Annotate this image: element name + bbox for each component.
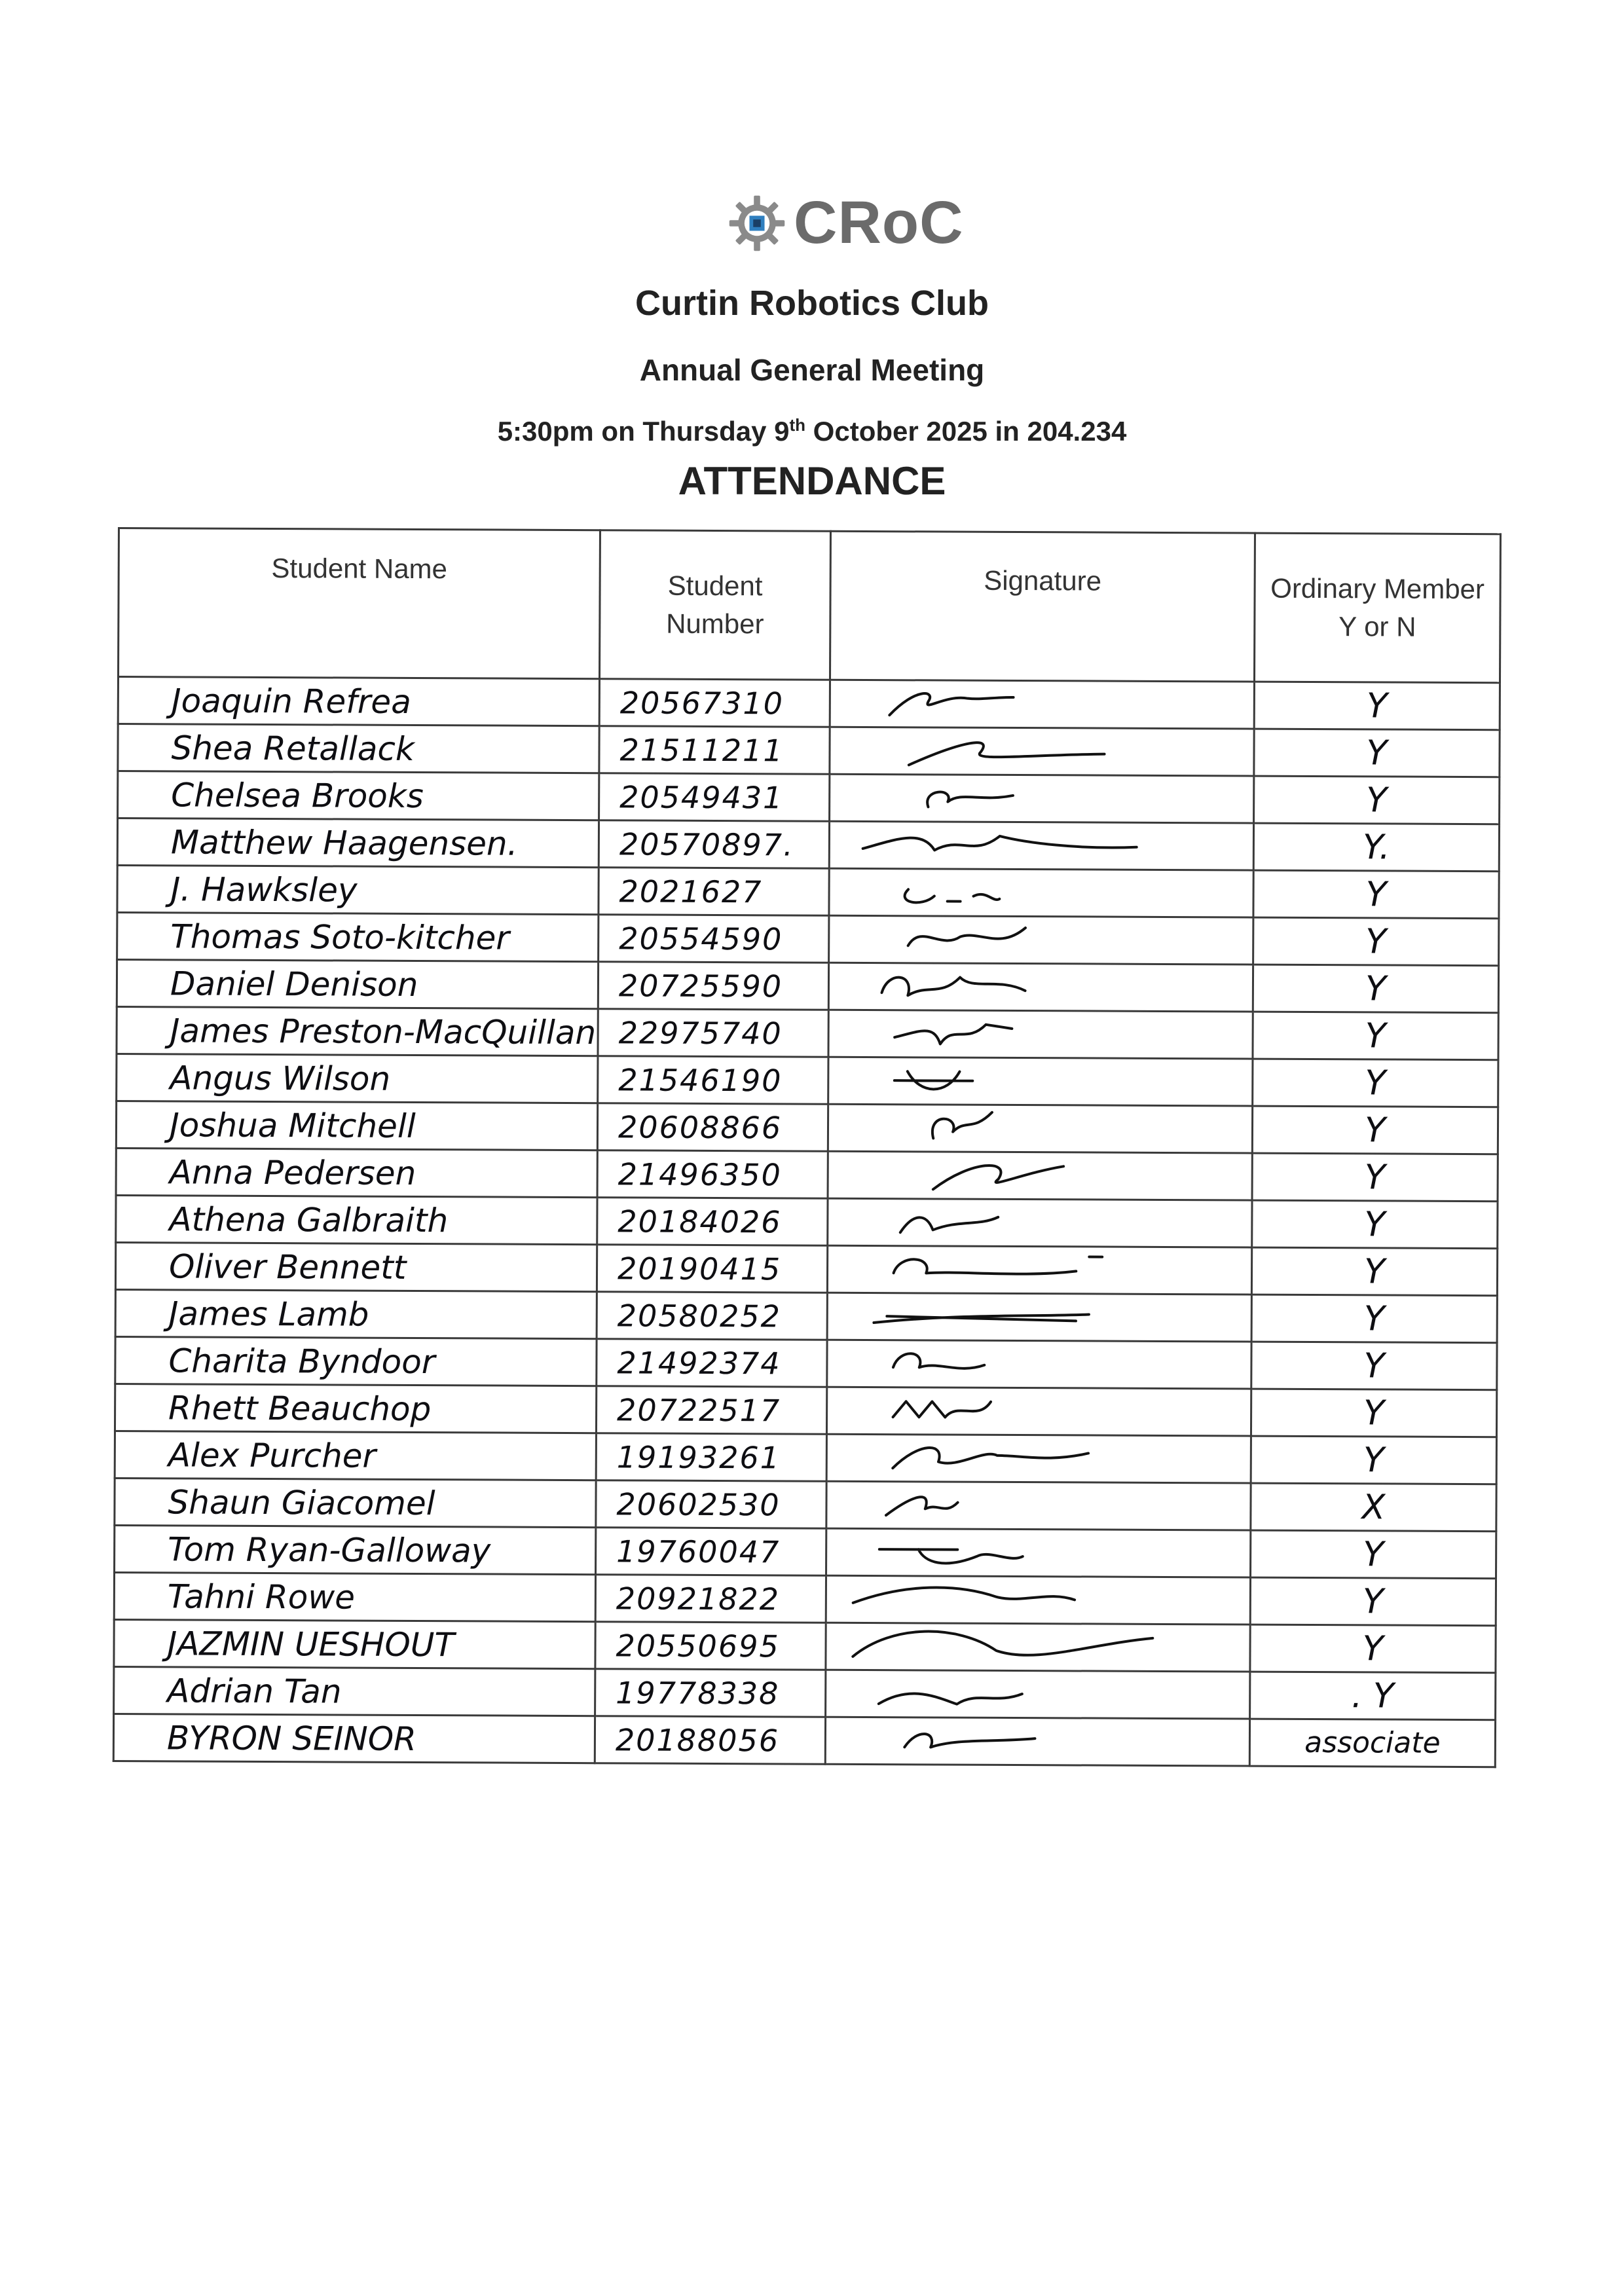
member-status-cell [1254,729,1500,777]
signature-stroke [908,927,1025,946]
student-name-cell [114,1666,595,1716]
student-number-cell [599,679,830,727]
student-number-cell [597,1150,828,1199]
signature-cell [830,727,1254,776]
member-status-cell [1252,1106,1498,1154]
student-number: 21492374 [617,1344,781,1381]
table-row [115,1431,1496,1484]
student-name-cell [115,1384,596,1433]
student-name: Daniel Denison [170,964,418,1004]
student-number-cell [595,1622,826,1670]
student-name-cell [114,1572,595,1621]
handwritten-signature [828,1247,1251,1294]
datetime-rest: October 2025 in 204.234 [805,416,1127,447]
student-number: 20549431 [619,779,784,815]
student-name-cell [116,1148,597,1197]
student-number-cell [598,962,828,1010]
student-name-cell [113,1714,595,1763]
signature-cell [828,1151,1252,1200]
student-number: 19760047 [616,1533,781,1570]
student-name: Athena Galbraith [169,1200,449,1239]
handwritten-signature [826,1718,1249,1765]
member-status-cell [1253,823,1499,872]
table-row [117,866,1499,919]
student-name: Anna Pedersen [169,1152,416,1192]
handwritten-signature [826,1624,1249,1671]
student-number-cell [596,1528,826,1576]
member-status: associate [1304,1725,1441,1760]
student-name-cell [118,771,599,820]
student-number-cell [599,915,829,963]
member-status-cell [1253,870,1499,919]
signature-cell [828,963,1253,1012]
member-status-cell [1250,1577,1496,1626]
signature-stroke [882,977,1025,996]
datetime-prefix: 5:30pm on Thursday 9 [497,416,790,447]
table-row [115,1336,1497,1389]
signature-stroke [900,1217,998,1233]
signature-cell [830,774,1254,823]
signature-cell [828,1198,1252,1247]
table-row [117,913,1499,966]
handwritten-signature [831,681,1253,728]
student-number: 2021627 [619,873,763,909]
handwritten-signature [828,1294,1251,1341]
signature-stroke [895,1024,1012,1044]
signature-stroke [853,1631,1153,1658]
column-header-ordinary-member [1254,533,1500,683]
table-row [117,818,1499,872]
student-number-cell [599,726,830,775]
signature-cell [829,868,1253,917]
student-name: James Lamb [168,1294,369,1334]
member-status: Y [1363,1298,1385,1338]
datetime-ordinal: th [789,415,806,435]
student-number-cell [595,1716,825,1765]
student-number-cell [597,1103,828,1152]
table-row [117,960,1498,1013]
logo-text: CRoC [794,189,964,256]
handwritten-signature [830,870,1252,917]
student-name: Shea Retallack [171,728,415,768]
table-row [117,1054,1498,1107]
student-name: Chelsea Brooks [171,775,424,815]
member-status: Y [1364,1157,1386,1197]
student-number-cell [595,1575,826,1623]
member-status-cell [1251,1389,1496,1437]
member-status: Y [1365,1063,1386,1103]
member-status: X [1361,1487,1386,1527]
member-status: Y [1366,686,1388,725]
signature-stroke [879,1549,1023,1564]
member-status-cell [1254,776,1500,824]
student-name-cell [117,818,599,868]
signature-stroke [905,889,1000,903]
student-number: 20580252 [617,1297,782,1334]
student-number: 20722517 [617,1391,781,1428]
student-name: Tahni Rowe [167,1577,356,1617]
signature-cell [828,1057,1253,1106]
signature-stroke [886,1497,958,1516]
student-name-cell [115,1525,596,1574]
signature-cell [826,1670,1250,1719]
member-status: Y [1364,1110,1386,1150]
member-status: Y. [1362,827,1390,867]
student-name-cell [118,677,599,726]
student-name-cell [116,1101,597,1150]
table-row [115,1478,1496,1531]
header-member-line2: Y or N [1338,611,1416,642]
member-status: . Y [1351,1676,1394,1716]
signature-stroke [874,1313,1089,1323]
handwritten-signature [829,1152,1251,1200]
student-name: Angus Wilson [170,1058,391,1098]
header-number-line2: Number [666,608,764,640]
member-status-cell [1251,1294,1497,1343]
gear-icon [726,192,788,255]
table-header-row [119,528,1501,683]
student-name-cell [117,913,599,962]
signature-stroke [895,1071,973,1090]
signature-cell [826,1481,1251,1530]
member-status-cell [1251,1483,1496,1532]
student-name: BYRON SEINOR [166,1718,416,1758]
student-number-cell [596,1480,826,1529]
member-status: Y [1364,1204,1386,1244]
member-status: Y [1362,1581,1384,1621]
student-name: Adrian Tan [167,1671,342,1711]
student-name: Alex Purcher [168,1435,377,1475]
student-number: 20608866 [618,1109,783,1145]
handwritten-signature [830,822,1253,870]
signature-cell [829,915,1253,964]
handwritten-signature [827,1482,1249,1530]
student-name-cell [114,1619,595,1668]
table-row [116,1101,1498,1154]
signature-stroke [863,835,1137,851]
column-header-student-name: Student Name [119,528,600,679]
member-status-cell [1250,1625,1496,1673]
student-number: 20725590 [618,967,783,1004]
signature-stroke [879,1693,1022,1704]
signature-stroke [904,1734,1035,1748]
member-status: Y [1363,1534,1384,1574]
member-status: Y [1362,1628,1384,1668]
student-name-cell [115,1242,597,1291]
signature-stroke [893,1401,991,1418]
student-number: 20188056 [615,1721,780,1758]
student-name-cell [117,866,599,915]
member-status-cell [1253,917,1499,966]
header-member-line1: Ordinary Member [1270,572,1485,605]
student-number: 20570897. [619,826,794,863]
column-header-student-number [599,530,830,680]
student-number: 20550695 [616,1627,780,1664]
attendance-sheet [113,527,1500,1768]
member-status-cell [1251,1247,1497,1296]
signature-cell [828,1010,1253,1059]
student-number-cell [599,820,829,869]
student-name: Tom Ryan-Galloway [168,1530,491,1570]
student-name: Joshua Mitchell [169,1105,416,1145]
student-name: J. Hawksley [170,870,358,909]
student-name-cell [115,1336,597,1386]
student-number-cell [596,1433,826,1482]
meeting-title: Annual General Meeting [639,353,985,387]
student-name: Shaun Giacomel [168,1482,435,1522]
signature-stroke [893,1448,1088,1469]
student-name: James Preston-MacQuillan [170,1011,597,1052]
table-row [115,1289,1497,1342]
student-number-cell [598,1056,828,1105]
member-status: Y [1365,921,1387,961]
signature-cell [826,1623,1250,1672]
member-status: Y [1366,733,1388,773]
signature-cell [827,1245,1251,1294]
signature-cell [830,680,1254,729]
signature-cell [829,821,1253,870]
student-number: 19193261 [616,1439,781,1475]
signature-cell [826,1575,1250,1625]
student-number: 20567310 [619,684,784,721]
club-logo [726,189,964,257]
member-status-cell [1252,1200,1498,1249]
member-status: Y [1365,874,1387,914]
table-row [118,724,1500,777]
student-name: Thomas Soto-kitcher [170,917,510,957]
student-number: 20921822 [616,1580,781,1617]
signature-stroke [893,1353,984,1368]
student-name-cell [115,1478,596,1527]
student-number-cell [597,1339,827,1387]
member-status-cell [1253,1059,1498,1107]
student-name-cell [118,724,599,773]
handwritten-signature [829,1011,1251,1058]
member-status: Y [1365,1016,1386,1056]
handwritten-signature [826,1671,1249,1718]
student-number-cell [595,1669,826,1717]
handwritten-signature [830,728,1253,775]
table-row [114,1619,1496,1672]
table-row [118,771,1500,824]
student-number: 20602530 [616,1486,781,1522]
handwritten-signature [830,964,1252,1011]
handwritten-signature [828,1388,1250,1435]
member-status: Y [1366,780,1388,820]
handwritten-signature [829,1058,1251,1105]
signature-stroke [933,1166,1063,1190]
table-row [114,1666,1496,1719]
signature-stroke [894,1256,1103,1274]
handwritten-signature [830,917,1252,964]
student-number-cell [596,1386,826,1435]
student-number-cell [599,868,829,916]
table-row [115,1242,1497,1295]
student-number: 19778338 [616,1674,780,1711]
signature-cell [827,1293,1251,1342]
signature-stroke [909,743,1105,766]
member-status-cell [1251,1342,1497,1390]
header-number-line1: Student [667,570,763,602]
student-number: 21546190 [618,1061,783,1098]
sheet-title: ATTENDANCE [678,459,946,503]
member-status-cell [1251,1436,1496,1484]
handwritten-signature [830,775,1253,822]
handwritten-signature [828,1435,1250,1482]
attendance-rows [113,677,1500,1767]
attendance-table [113,527,1502,1768]
table-row [113,1714,1495,1767]
student-number: 21496350 [618,1156,782,1192]
student-name-cell [115,1431,596,1480]
member-status: Y [1363,1346,1385,1386]
table-row [114,1572,1496,1625]
student-number: 20184026 [618,1203,782,1239]
member-status: Y [1363,1393,1385,1433]
handwritten-signature [828,1341,1250,1388]
member-status: Y [1364,1251,1386,1291]
handwritten-signature [828,1200,1251,1247]
table-row [115,1384,1496,1437]
signature-cell [826,1528,1251,1577]
member-status-cell [1254,682,1500,730]
student-number-cell [597,1292,827,1340]
student-name-cell [115,1289,597,1338]
signature-stroke [932,1112,992,1138]
member-status-cell [1250,1672,1496,1720]
student-number-cell [598,1009,828,1057]
handwritten-signature [827,1577,1249,1624]
student-name: Oliver Bennett [168,1247,407,1287]
student-number: 20554590 [619,920,783,957]
signature-stroke [889,693,1013,716]
member-status-cell [1251,1530,1496,1579]
student-name: Rhett Beauchop [168,1388,432,1428]
student-name: JAZMIN UESHOUT [167,1624,455,1664]
student-number-cell [597,1198,828,1246]
student-name-cell [117,960,598,1009]
signature-stroke [853,1587,1075,1604]
member-status-cell [1252,1153,1498,1202]
student-name: Matthew Haagensen. [170,822,518,863]
signature-cell [826,1434,1251,1483]
student-name-cell [116,1195,597,1244]
signature-cell [827,1340,1251,1389]
column-header-signature: Signature [830,531,1255,682]
student-name: Charita Byndoor [168,1341,435,1381]
member-status: Y [1365,968,1386,1008]
table-row [117,1006,1498,1059]
member-status-cell [1253,964,1498,1013]
signature-stroke [927,792,1013,807]
student-number: 22975740 [618,1014,783,1051]
student-name-cell [117,1054,598,1103]
student-number-cell [599,773,830,822]
student-number: 20190415 [617,1250,782,1287]
member-status-cell [1249,1719,1495,1767]
member-status: Y [1363,1440,1384,1480]
table-row [116,1148,1498,1201]
table-row [115,1525,1496,1578]
student-name: Joaquin Refrea [171,681,411,721]
signature-cell [828,1104,1252,1153]
student-number-cell [597,1245,827,1293]
signature-cell [825,1717,1249,1766]
handwritten-signature [829,1105,1251,1152]
student-name-cell [117,1006,598,1056]
meeting-datetime [0,415,1624,447]
signature-cell [826,1387,1251,1436]
member-status-cell [1253,1012,1498,1060]
club-name: Curtin Robotics Club [635,284,989,323]
student-number: 21511211 [619,731,784,768]
table-row [116,1195,1498,1248]
table-row [118,677,1500,730]
handwritten-signature [827,1530,1249,1577]
